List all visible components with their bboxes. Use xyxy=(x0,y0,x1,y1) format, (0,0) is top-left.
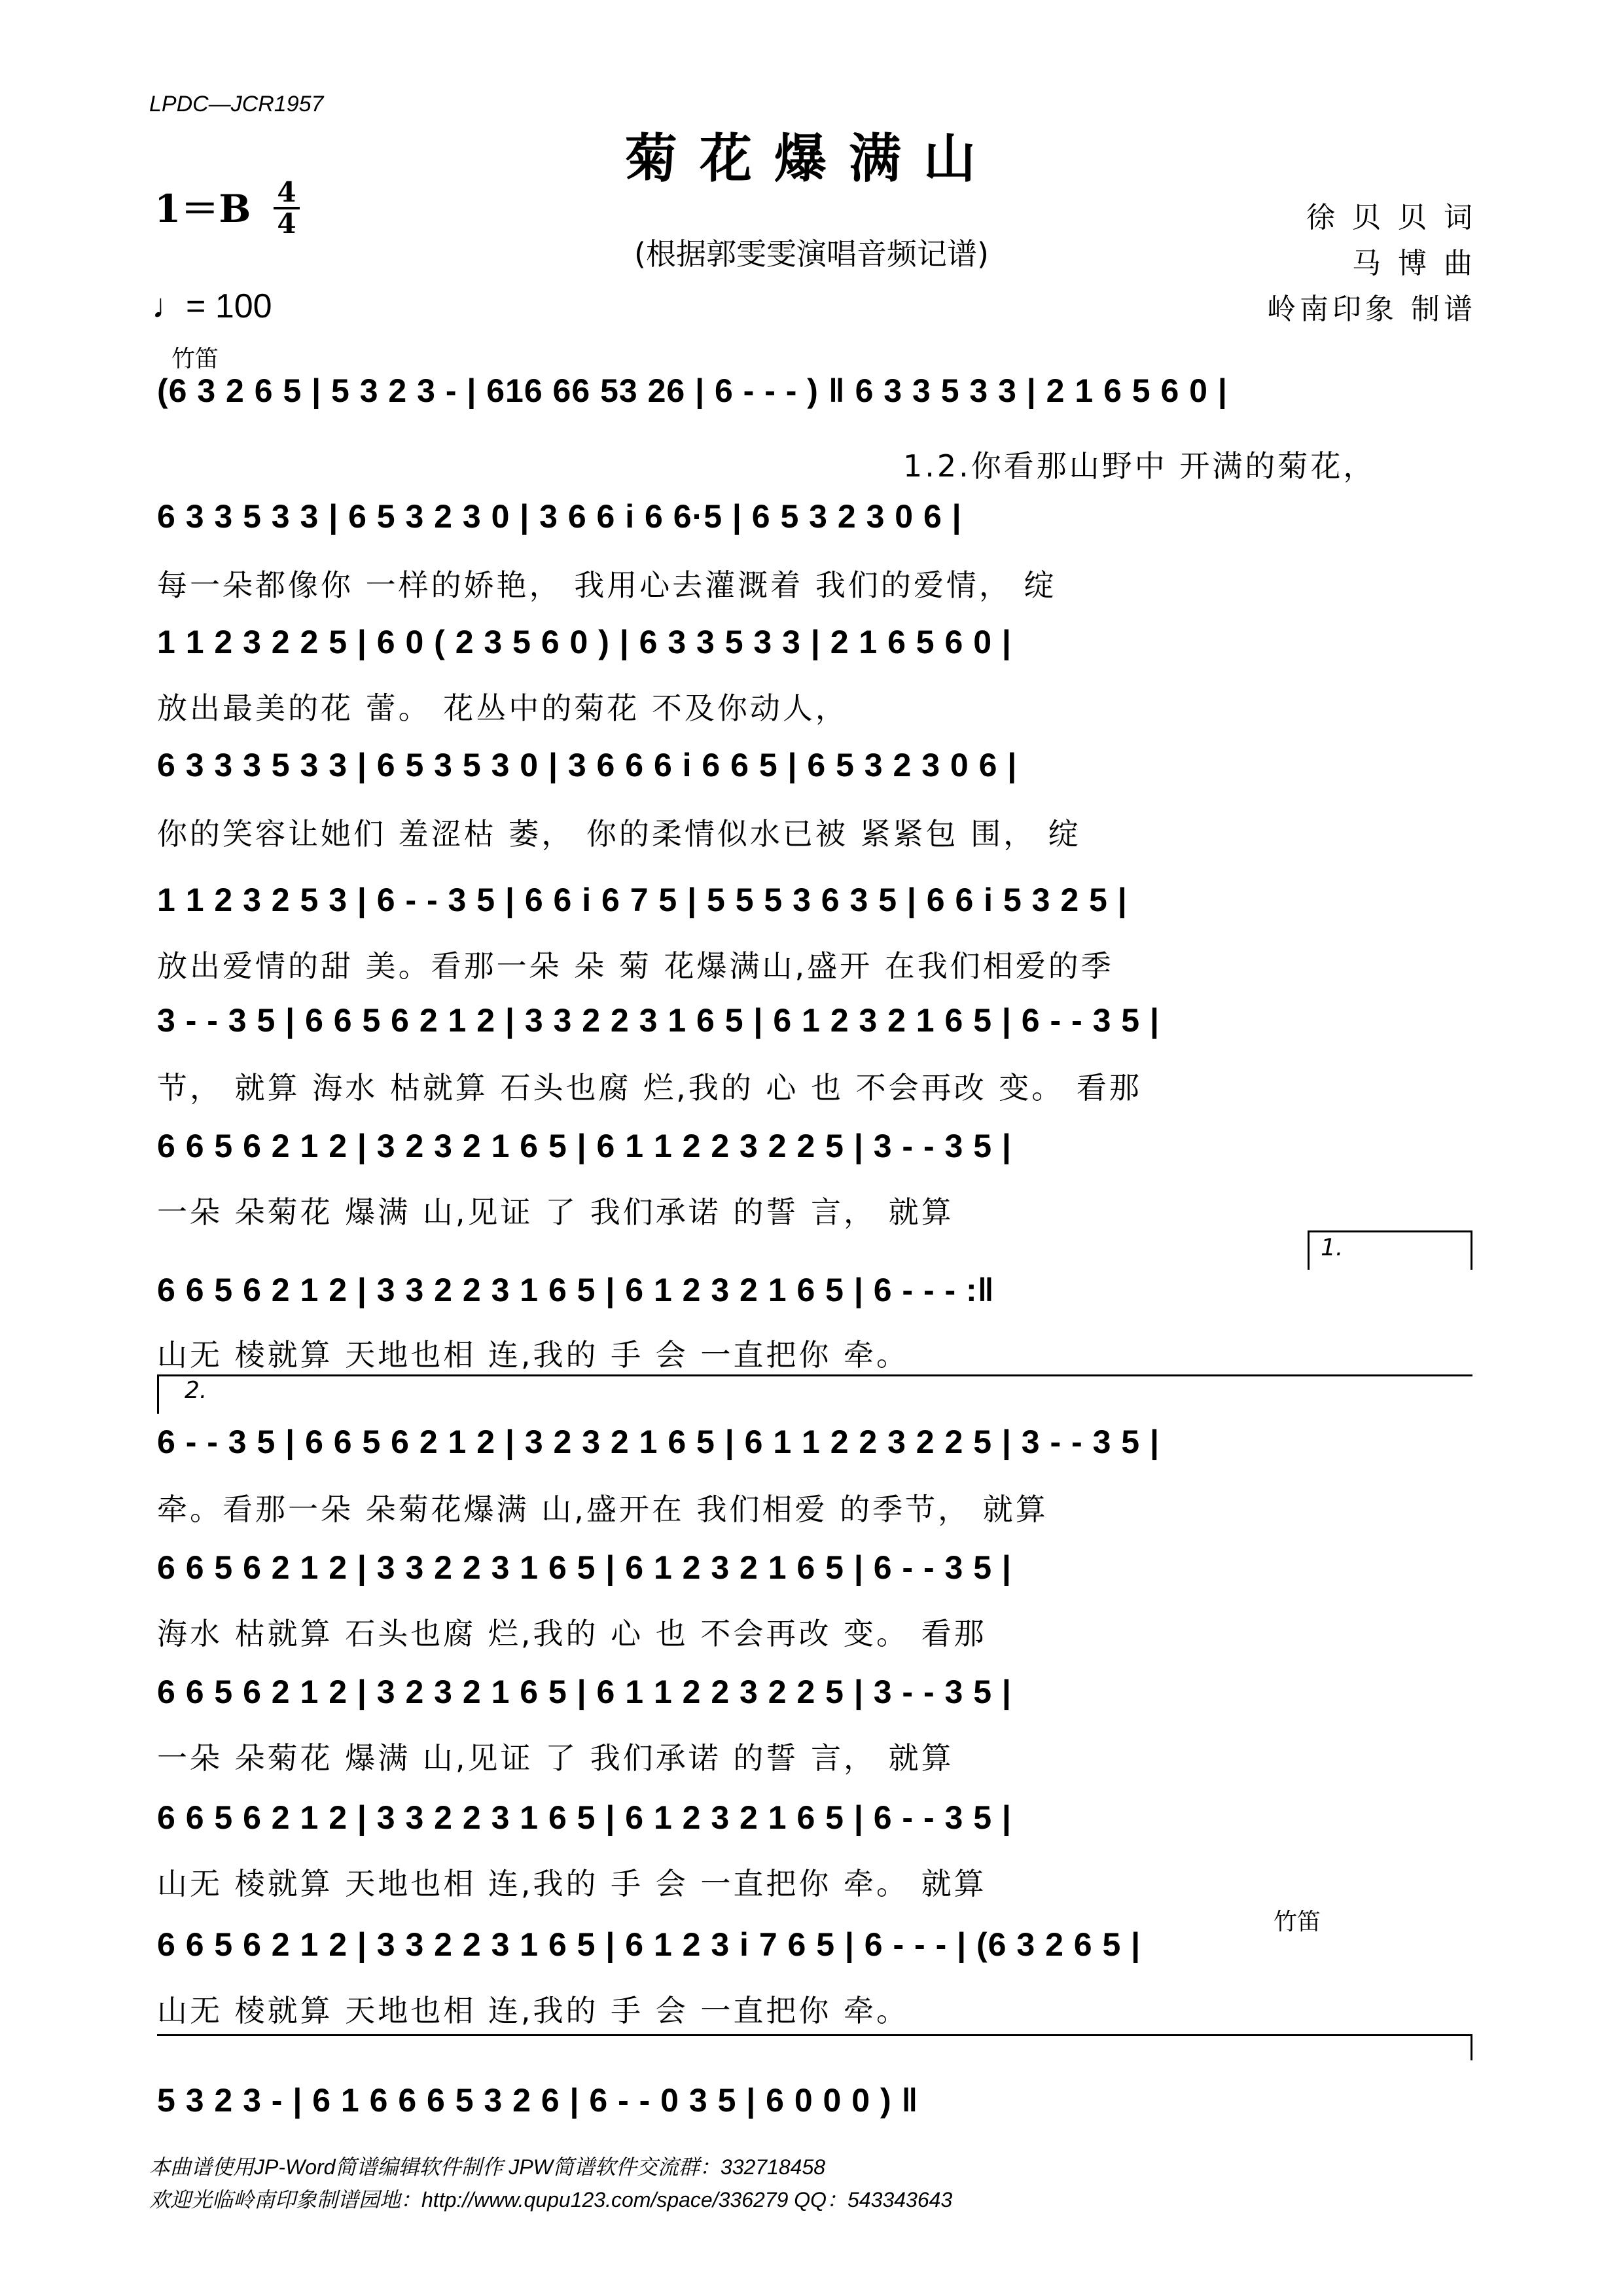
score-row-3-lyrics: 放出最美的花 蕾。 花丛中的菊花 不及你动人， xyxy=(157,691,848,726)
score-row-2-lyrics: 每一朵都像你 一样的娇艳， 我用心去灌溉着 我们的爱情， 绽 xyxy=(157,567,1057,603)
score-code: LPDC—JCR1957 xyxy=(149,92,324,117)
lyricist-credit: 徐 贝 贝 词 xyxy=(1306,201,1476,234)
composer-credit: 马 博 曲 xyxy=(1352,247,1476,280)
section-divider xyxy=(157,2034,1472,2036)
score-row-5-notes: 1 1 2 3 2 5 3 | 6 - - 3 5 | 6 6 i 6 7 5 | 5 5 5 3 6 3 5 | 6 6 i 5 3 2 5 | xyxy=(157,882,1128,918)
score-row-3-notes: 1 1 2 3 2 2 5 | 6 0 ( 2 3 5 6 0 ) | 6 3 3 5 3 3 | 2 1 6 5 6 0 | xyxy=(157,624,1012,660)
second-ending-label: 2. xyxy=(185,1377,207,1404)
footer-line-1: 本曲谱使用JP-Word简谱编辑软件制作 JPW简谱软件交流群：332718458 xyxy=(149,2155,826,2179)
score-row-11-notes: 6 6 5 6 2 1 2 | 3 2 3 2 1 6 5 | 6 1 1 2 2 3 2 2 5 | 3 - - 3 5 | xyxy=(157,1674,1012,1710)
page-title: 菊花爆满山 xyxy=(625,128,998,189)
score-row-4-lyrics: 你的笑容让她们 羞涩枯 萎， 你的柔情似水已被 紧紧包 围， 绽 xyxy=(157,816,1081,852)
score-row-9-lyrics: 牵。看那一朵 朵菊花爆满 山,盛开在 我们相爱 的季节， 就算 xyxy=(157,1492,1048,1527)
score-row-8-lyrics: 山无 棱就算 天地也相 连,我的 手 会 一直把你 牵。 xyxy=(157,1337,909,1372)
time-signature-bottom: 4 xyxy=(277,207,296,240)
score-row-10-notes: 6 6 5 6 2 1 2 | 3 3 2 2 3 1 6 5 | 6 1 2 3 2 1 6 5 | 6 - - 3 5 | xyxy=(157,1549,1012,1586)
score-row-1-notes: (6 3 2 6 5 | 5 3 2 3 - | 616 66 53 26 | 6 - - - ) ‖ 6 3 3 5 3 3 | 2 1 6 5 6 0 | xyxy=(157,372,1228,409)
time-signature-top: 4 xyxy=(277,176,296,208)
key-signature: 1＝B xyxy=(154,187,251,231)
first-ending-bracket-stem xyxy=(1471,1230,1472,1270)
flute-marker: 竹笛 xyxy=(1274,1909,1321,1935)
score-row-4-notes: 6 3 3 3 5 3 3 | 6 5 3 5 3 0 | 3 6 6 6 i 6 6 5 | 6 5 3 2 3 0 6 | xyxy=(157,747,1018,783)
flute-marker: 竹笛 xyxy=(171,346,219,372)
score-row-5-lyrics: 放出爱情的甜 美。看那一朵 朵 菊 花爆满山,盛开 在我们相爱的季 xyxy=(157,948,1114,984)
score-row-14-notes: 5 3 2 3 - | 6 1 6 6 6 5 3 2 6 | 6 - - 0 3 5 | 6 0 0 0 ) ‖ xyxy=(157,2082,919,2119)
score-row-7-notes: 6 6 5 6 2 1 2 | 3 2 3 2 1 6 5 | 6 1 1 2 2 3 2 2 5 | 3 - - 3 5 | xyxy=(157,1128,1012,1164)
score-row-13-lyrics: 山无 棱就算 天地也相 连,我的 手 会 一直把你 牵。 xyxy=(157,1993,909,2028)
score-row-11-lyrics: 一朵 朵菊花 爆满 山,见证 了 我们承诺 的誓 言， 就算 xyxy=(157,1740,954,1776)
score-row-6-notes: 3 - - 3 5 | 6 6 5 6 2 1 2 | 3 3 2 2 3 1 6 5 | 6 1 2 3 2 1 6 5 | 6 - - 3 5 | xyxy=(157,1002,1160,1039)
tempo-marking: ♩= 100 xyxy=(152,287,272,325)
score-row-6-lyrics: 节， 就算 海水 枯就算 石头也腐 烂,我的 心 也 不会再改 变。 看那 xyxy=(157,1070,1142,1105)
first-ending-bracket xyxy=(1308,1230,1472,1232)
second-ending-bracket xyxy=(157,1374,1472,1376)
score-row-10-lyrics: 海水 枯就算 石头也腐 烂,我的 心 也 不会再改 变。 看那 xyxy=(157,1616,987,1651)
first-ending-label: 1. xyxy=(1321,1234,1344,1261)
subtitle: (根据郭雯雯演唱音频记谱) xyxy=(634,236,989,272)
score-row-8-notes: 6 6 5 6 2 1 2 | 3 3 2 2 3 1 6 5 | 6 1 2 3 2 1 6 5 | 6 - - - :‖ xyxy=(157,1272,995,1308)
time-signature xyxy=(274,178,300,238)
section-divider-stem xyxy=(1471,2034,1472,2060)
score-row-13-notes: 6 6 5 6 2 1 2 | 3 3 2 2 3 1 6 5 | 6 1 2 3 i 7 6 5 | 6 - - - | (6 3 2 6 5 | xyxy=(157,1926,1141,1963)
score-row-2-notes: 6 3 3 5 3 3 | 6 5 3 2 3 0 | 3 6 6 i 6 6·5 | 6 5 3 2 3 0 6 | xyxy=(157,498,962,535)
score-row-7-lyrics: 一朵 朵菊花 爆满 山,见证 了 我们承诺 的誓 言， 就算 xyxy=(157,1194,954,1230)
score-row-1-lyrics: 1.2.你看那山野中 开满的菊花， xyxy=(903,448,1376,484)
score-row-9-notes: 6 - - 3 5 | 6 6 5 6 2 1 2 | 3 2 3 2 1 6 5 | 6 1 1 2 2 3 2 2 5 | 3 - - 3 5 | xyxy=(157,1424,1160,1460)
score-row-12-lyrics: 山无 棱就算 天地也相 连,我的 手 会 一直把你 牵。 就算 xyxy=(157,1866,987,1901)
footer-line-2: 欢迎光临岭南印象制谱园地：http://www.qupu123.com/space/336279 QQ：543343643 xyxy=(149,2188,953,2212)
arranger-credit: 岭南印象 制谱 xyxy=(1267,293,1476,326)
score-row-12-notes: 6 6 5 6 2 1 2 | 3 3 2 2 3 1 6 5 | 6 1 2 3 2 1 6 5 | 6 - - 3 5 | xyxy=(157,1799,1012,1836)
first-ending-bracket-stem xyxy=(1308,1230,1310,1270)
second-ending-bracket-stem xyxy=(157,1374,159,1414)
